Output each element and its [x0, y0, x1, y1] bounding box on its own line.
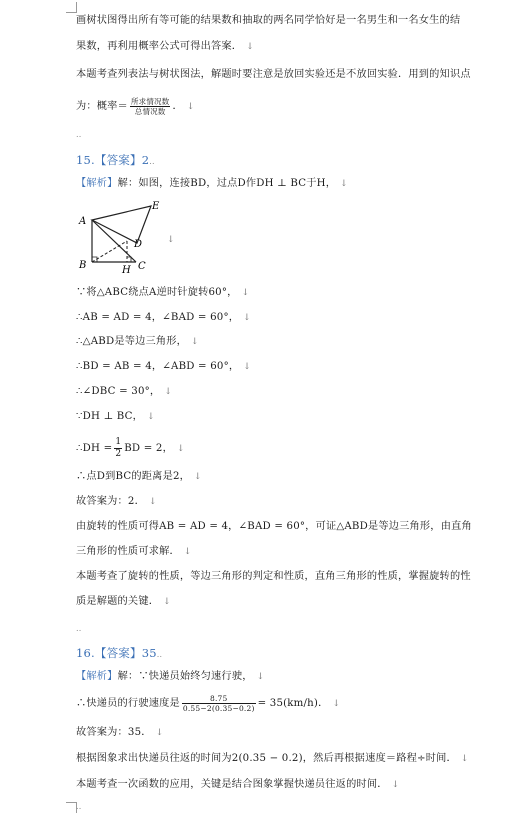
step-line: ∵DH ⊥ BC， ↓: [76, 411, 155, 422]
step-line: 故答案为：2． ↓: [76, 496, 157, 507]
text-line: 本题考查一次函数的应用，关键是结合图象掌握快递员往返的时间． ↓: [76, 779, 400, 790]
text-line: 质是解题的关键． ↓: [76, 596, 171, 607]
text-line: 由旋转的性质可得AB = AD = 4，∠BAD = 60°，可证△ABD是等边三角形，由直角: [76, 521, 472, 532]
step-line: ∴点D到BC的距离是2， ↓: [76, 471, 202, 482]
paragraph-mark: ..: [76, 624, 82, 633]
fraction: $\frac{\text{所求情况数}}{\text{总情况数}}$: [130, 96, 170, 116]
text-line: 果数，再利用概率公式可得出答案． ↓: [76, 41, 254, 52]
geometry-figure: [74, 196, 184, 278]
formula-line: ∴DH = $\frac{1}{2}$ BD = 2， ↓: [76, 436, 185, 459]
step-line: 故答案为：35． ↓: [76, 727, 164, 738]
analysis-line: 【解析】解：∵快递员始终匀速行驶， ↓: [76, 671, 265, 682]
step-line: ∴△ABD是等边三角形， ↓: [76, 336, 199, 347]
formula-line: 为：概率＝ $\frac{\text{所求情况数}}{\text{总情况数}}$ ． ↓: [76, 96, 195, 116]
triangle-ade: [92, 206, 151, 243]
analysis-line: 【解析】解：如图，连接BD，过点D作DH ⊥ BC于H， ↓: [76, 178, 348, 189]
right-angle-h: [127, 257, 131, 262]
step-line: ∴BD = AB = 4，∠ABD = 60°， ↓: [76, 361, 252, 372]
step-line: ∴∠DBC = 30°， ↓: [76, 386, 173, 397]
label-h: H: [122, 265, 131, 276]
segment-ac: [92, 220, 136, 262]
step-line: ∵将△ABC绕点A逆时针旋转60°， ↓: [76, 287, 250, 298]
step-line: ∴AB = AD = 4，∠BAD = 60°， ↓: [76, 312, 251, 323]
formula-line: ∴快递员的行驶速度是 $\frac{8.75}{0.55-2(0.35-0.2)}$ = 35(km/h)． ↓: [76, 693, 341, 713]
label-b: B: [79, 260, 87, 271]
fraction: $\frac{8.75}{0.55-2(0.35-0.2)}$: [182, 693, 255, 713]
text-line: 根据图象求出快递员往返的时间为2(0.35 − 0.2)，然后再根据速度＝路程÷时间． ↓: [76, 753, 469, 764]
text-line: 本题考查列表法与树状图法，解题时要注意是放回实验还是不放回实验．用到的知识点: [76, 69, 471, 80]
label-c: C: [138, 261, 146, 272]
label-d: D: [134, 239, 143, 250]
paragraph-mark: ..: [76, 130, 82, 139]
answer-heading-15: 15.【答案】2..: [76, 153, 155, 167]
fraction: $\frac{1}{2}$: [115, 436, 122, 459]
label-a: A: [79, 216, 87, 227]
paragraph-mark: ↓: [167, 235, 175, 245]
answer-heading-16: 16.【答案】35..: [76, 646, 163, 660]
label-e: E: [152, 201, 160, 212]
paragraph-mark: ..: [76, 802, 82, 811]
text-line: 三角形的性质可求解． ↓: [76, 546, 192, 557]
text-line: 本题考查了旋转的性质，等边三角形的判定和性质，直角三角形的性质，掌握旋转的性: [76, 571, 471, 582]
text-line: 画树状图得出所有等可能的结果数和抽取的两名同学恰好是一名男生和一名女生的结: [76, 15, 461, 26]
page-corner-mark: [66, 2, 77, 13]
